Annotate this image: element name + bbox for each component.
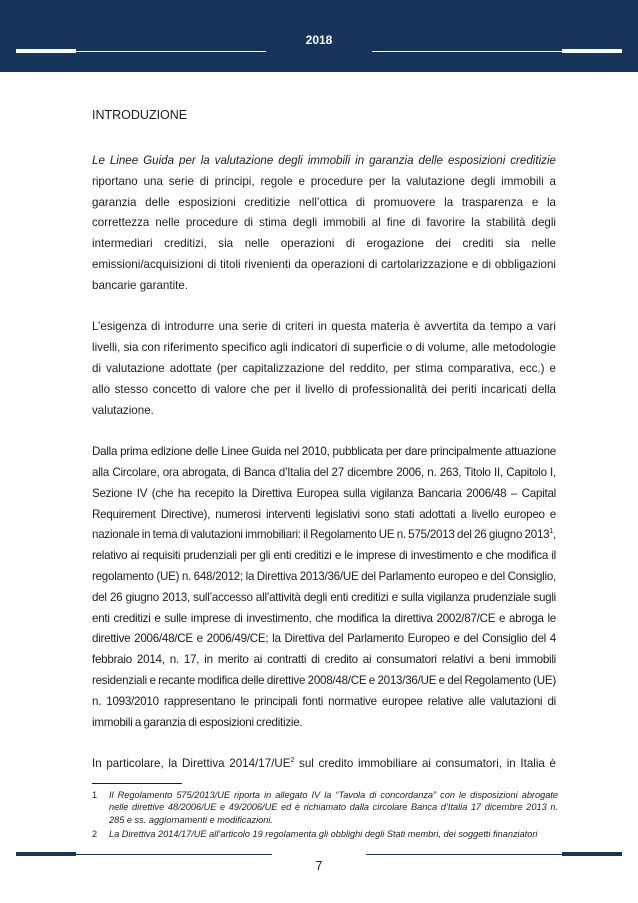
footer-left-bar bbox=[16, 852, 76, 856]
footer-right-bar bbox=[562, 852, 622, 856]
footnote-ref-2[interactable]: 2 bbox=[290, 757, 295, 765]
footer-right-rule bbox=[366, 854, 562, 855]
paragraph-4-text-a: In particolare, la Direttiva 2014/17/UE bbox=[92, 757, 291, 771]
header-right-bar bbox=[562, 49, 622, 53]
header-band bbox=[0, 0, 638, 72]
paragraph-1 bbox=[92, 151, 556, 297]
paragraph-3 bbox=[92, 442, 556, 733]
paragraph-4-text-b: sul credito immobiliare ai consumatori, in Italia è bbox=[294, 757, 556, 771]
paragraph-1-text: riportano una serie di principi, regole e procedure per la valutazione degli immobili a garanzia delle esposizioni creditizie nell’ottica di promuovere la trasparenza e la correttezza nelle procedure di stima degli immobili al fine di favorire la stabilità degli intermediari creditizi, sia nelle operazioni di erogazione dei crediti sia nelle emissioni/acquisizioni di titoli rivenienti da operazioni di cartolarizzazione e di obbligazioni bancarie garantite. bbox=[92, 174, 556, 292]
paragraph-3-text-a: Dalla prima edizione delle Linee Guida nel 2010, pubblicata per dare principalmente attuazione alla Circolare, ora abrogata, di Banca d’Italia del 27 dicembre 2006, n. 263, Titolo II, Capitolo I, Sezione IV (che ha recepito la Direttiva Europea sulla vigilanza Bancaria 2006/48 – Capital Requirement Directive), numerosi interventi legislativi sono stati adottati a livello europeo e nazionale in tema di valutazioni immobiliari: il Regolamento UE n. 575/2013 del 26 giugno 2013 bbox=[92, 445, 556, 542]
footnote-number: 2 bbox=[92, 829, 98, 840]
footnote-text: La Direttiva 2014/17/UE all’articolo 19 regolamenta gli obblighi degli Stati membri, dei soggetti finanziatori bbox=[109, 829, 538, 840]
header-left-rule bbox=[76, 51, 266, 52]
header-right-rule bbox=[372, 51, 562, 52]
footnote-ref-1[interactable]: 1 bbox=[549, 528, 554, 536]
header-left-bar bbox=[16, 49, 76, 53]
section-heading: INTRODUZIONE bbox=[92, 108, 188, 122]
footnote-item bbox=[92, 828, 558, 840]
paragraph-3-text-b: , relativo ai requisiti prudenziali per gli enti creditizi e le imprese di investimento e che modifica il regolamento (UE) n. 648/2012; la Direttiva 2013/36/UE del Parlamento europeo e del Consiglio, del 26 giugno 2013, sull’accesso all’attività degli enti creditizi e sulla vigilanza prudenziale sugli enti creditizi e sulle imprese di investimento, che modifica la direttiva 2002/87/CE e abroga le direttive 2006/48/CE e 2006/49/CE; la Direttiva del Parlamento Europeo e del Consiglio del 4 febbraio 2014, n. 17, in merito ai contratti di credito ai consumatori relativi a beni immobili residenziali e recante modifica delle direttive 2008/48/CE e 2013/36/UE e del Regolamento (UE) n. 1093/2010 rappresentano le principali fonti normative europee relative alle valutazioni di immobili a garanzia di esposizioni creditizie. bbox=[92, 528, 556, 729]
footnote-number: 1 bbox=[92, 790, 98, 800]
footnotes bbox=[92, 789, 558, 843]
paragraph-1-italic-lead: Le Linee Guida per la valutazione degli immobili in garanzia delle esposizioni creditizie bbox=[92, 154, 556, 167]
footnote-separator bbox=[92, 783, 182, 784]
paragraph-2: L’esigenza di introdurre una serie di criteri in questa materia è avvertita da tempo a vari livelli, sia con riferimento specifico agli indicatori di superficie o di volume, alle metodologie di valutazione adottate (per capitalizzazione del reddito, per stima comparativa, ecc.) e allo stesso concetto di valore che per il livello di professionalità dei periti incaricati della valutazione. bbox=[92, 320, 556, 417]
paragraph-4 bbox=[92, 754, 556, 775]
footnote-text: Il Regolamento 575/2013/UE riporta in allegato IV la “Tavola di concordanza” con le disposizioni abrogate nelle direttive 48/2006/UE e 49/2006/UE ed è richiamato dalla circolare Banca d’Italia 17 dicembre 2013 n. 285 e ss. aggiornamenti e modificazioni. bbox=[109, 790, 558, 825]
page-number: 7 bbox=[315, 859, 323, 873]
footer-left-rule bbox=[76, 854, 272, 855]
body-text bbox=[92, 151, 556, 775]
footnote-item bbox=[92, 789, 558, 826]
header-year: 2018 bbox=[305, 33, 333, 47]
